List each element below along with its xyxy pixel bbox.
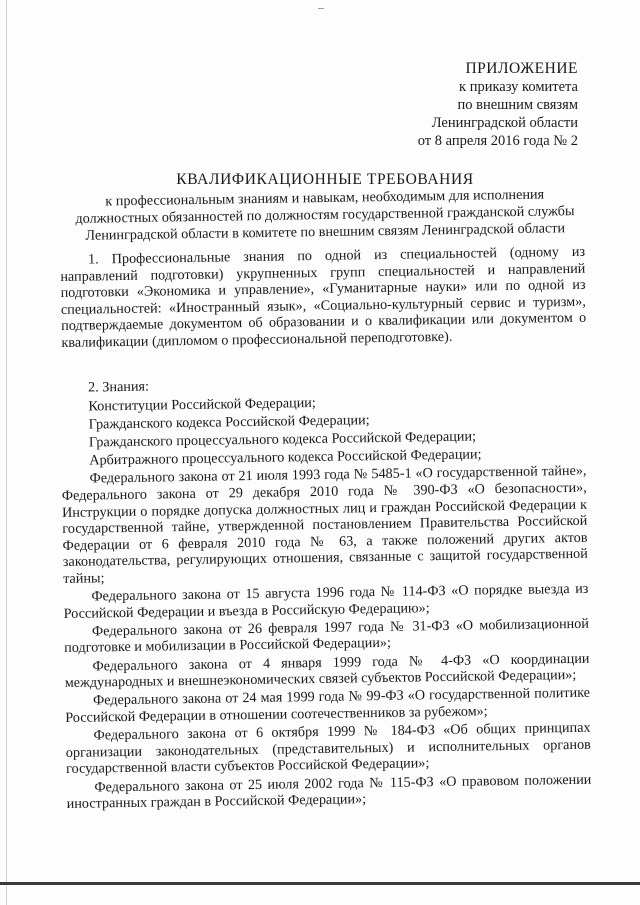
knowledge-heading: 2. Знания: <box>87 378 150 396</box>
title-block <box>50 170 600 244</box>
appendix-block <box>418 60 578 150</box>
scan-edge-left <box>6 0 7 905</box>
knowledge-item: Федерального закона от 6 октября 1999 № 184-ФЗ «Об общих принципах организации законодательных (представительных) и исполнительных органов государственной власти субъектов Российской Федерации»; <box>65 719 591 778</box>
knowledge-item: Федерального закона от 25 июля 2002 года № 115-ФЗ «О правовом положении иностранных граждан в Российской Федерации»; <box>66 771 592 813</box>
professional-knowledge-section <box>60 244 586 352</box>
appendix-line: от 8 апреля 2016 года № 2 <box>417 133 578 149</box>
appendix-line: по внешним связям <box>457 97 578 113</box>
knowledge-item: Федерального закона от 24 мая 1999 года № 99-ФЗ «О государственной политике Российской Федерации в отношении соотечественников за рубежом»; <box>65 685 591 726</box>
scan-edge-bottom <box>0 882 640 885</box>
appendix-heading: ПРИЛОЖЕНИЕ <box>465 60 578 77</box>
appendix-line: к приказу комитета <box>459 79 578 95</box>
knowledge-item: Гражданского процессуального кодекса Российской Федерации; <box>88 428 477 451</box>
subtitle-line: к профессиональным знаниям и навыкам, необходимым для исполнения <box>105 186 545 210</box>
knowledge-section <box>60 372 592 815</box>
scan-artifact <box>318 8 324 9</box>
subtitle-line: должностных обязанностей по должностям государственной гражданской службы <box>75 203 575 227</box>
subtitle-line: Ленинградской области в комитете по внешним связям Ленинградской области <box>85 220 566 244</box>
knowledge-item: Арбитражного процессуального кодекса Российской Федерации; <box>89 446 482 469</box>
knowledge-item: Федерального закона от 21 июля 1993 года № 5485-1 «О государственной тайне», Федерального закона от 29 декабря 2010 года № 390-ФЗ «О безопасности», Инструкции о порядке допуска должностных лиц и граждан Российской Федерации к государственной тайне, утвержденной постановлением Правительства Российской Федерации от 6 февраля 2010 года № 63, а также положений других актов законодательства, регулирующих отношения, связанные с защитой государственной тайны; <box>61 463 588 587</box>
knowledge-item: Федерального закона от 4 января 1999 года № 4-ФЗ «О координации международных и внешнеэкономических связей субъектов Российской Федерации»; <box>64 650 590 692</box>
paragraph-professional-knowledge: 1. Профессиональные знания по одной из специальностей (одному из направлений подготовки) укрупненных групп специальностей и направлений подготовки «Экономика и управление», «Гуманитарные науки» или по одной из специальностей: «Иностранный язык», «Социально-культурный сервис и туризм», подтверждаемые документом об образовании и о квалификации или документом о квалификации (дипломом о профессиональной переподготовке). <box>60 243 587 351</box>
document-title: КВАЛИФИКАЦИОННЫЕ ТРЕБОВАНИЯ <box>176 171 474 188</box>
document-subtitle <box>50 186 601 246</box>
knowledge-item: Конституции Российской Федерации; <box>88 394 316 415</box>
knowledge-item: Гражданского кодекса Российской Федерации; <box>88 411 370 433</box>
appendix-line: Ленинградской области <box>431 115 578 131</box>
knowledge-item: Федерального закона от 26 февраля 1997 года № 31-ФЗ «О мобилизационной подготовке и мобилизации в Российской Федерации»; <box>64 615 590 657</box>
knowledge-item: Федерального закона от 15 августа 1996 года № 114-ФЗ «О порядке выезда из Российской Федерации и въезда в Российскую Федерацию»; <box>63 580 589 622</box>
